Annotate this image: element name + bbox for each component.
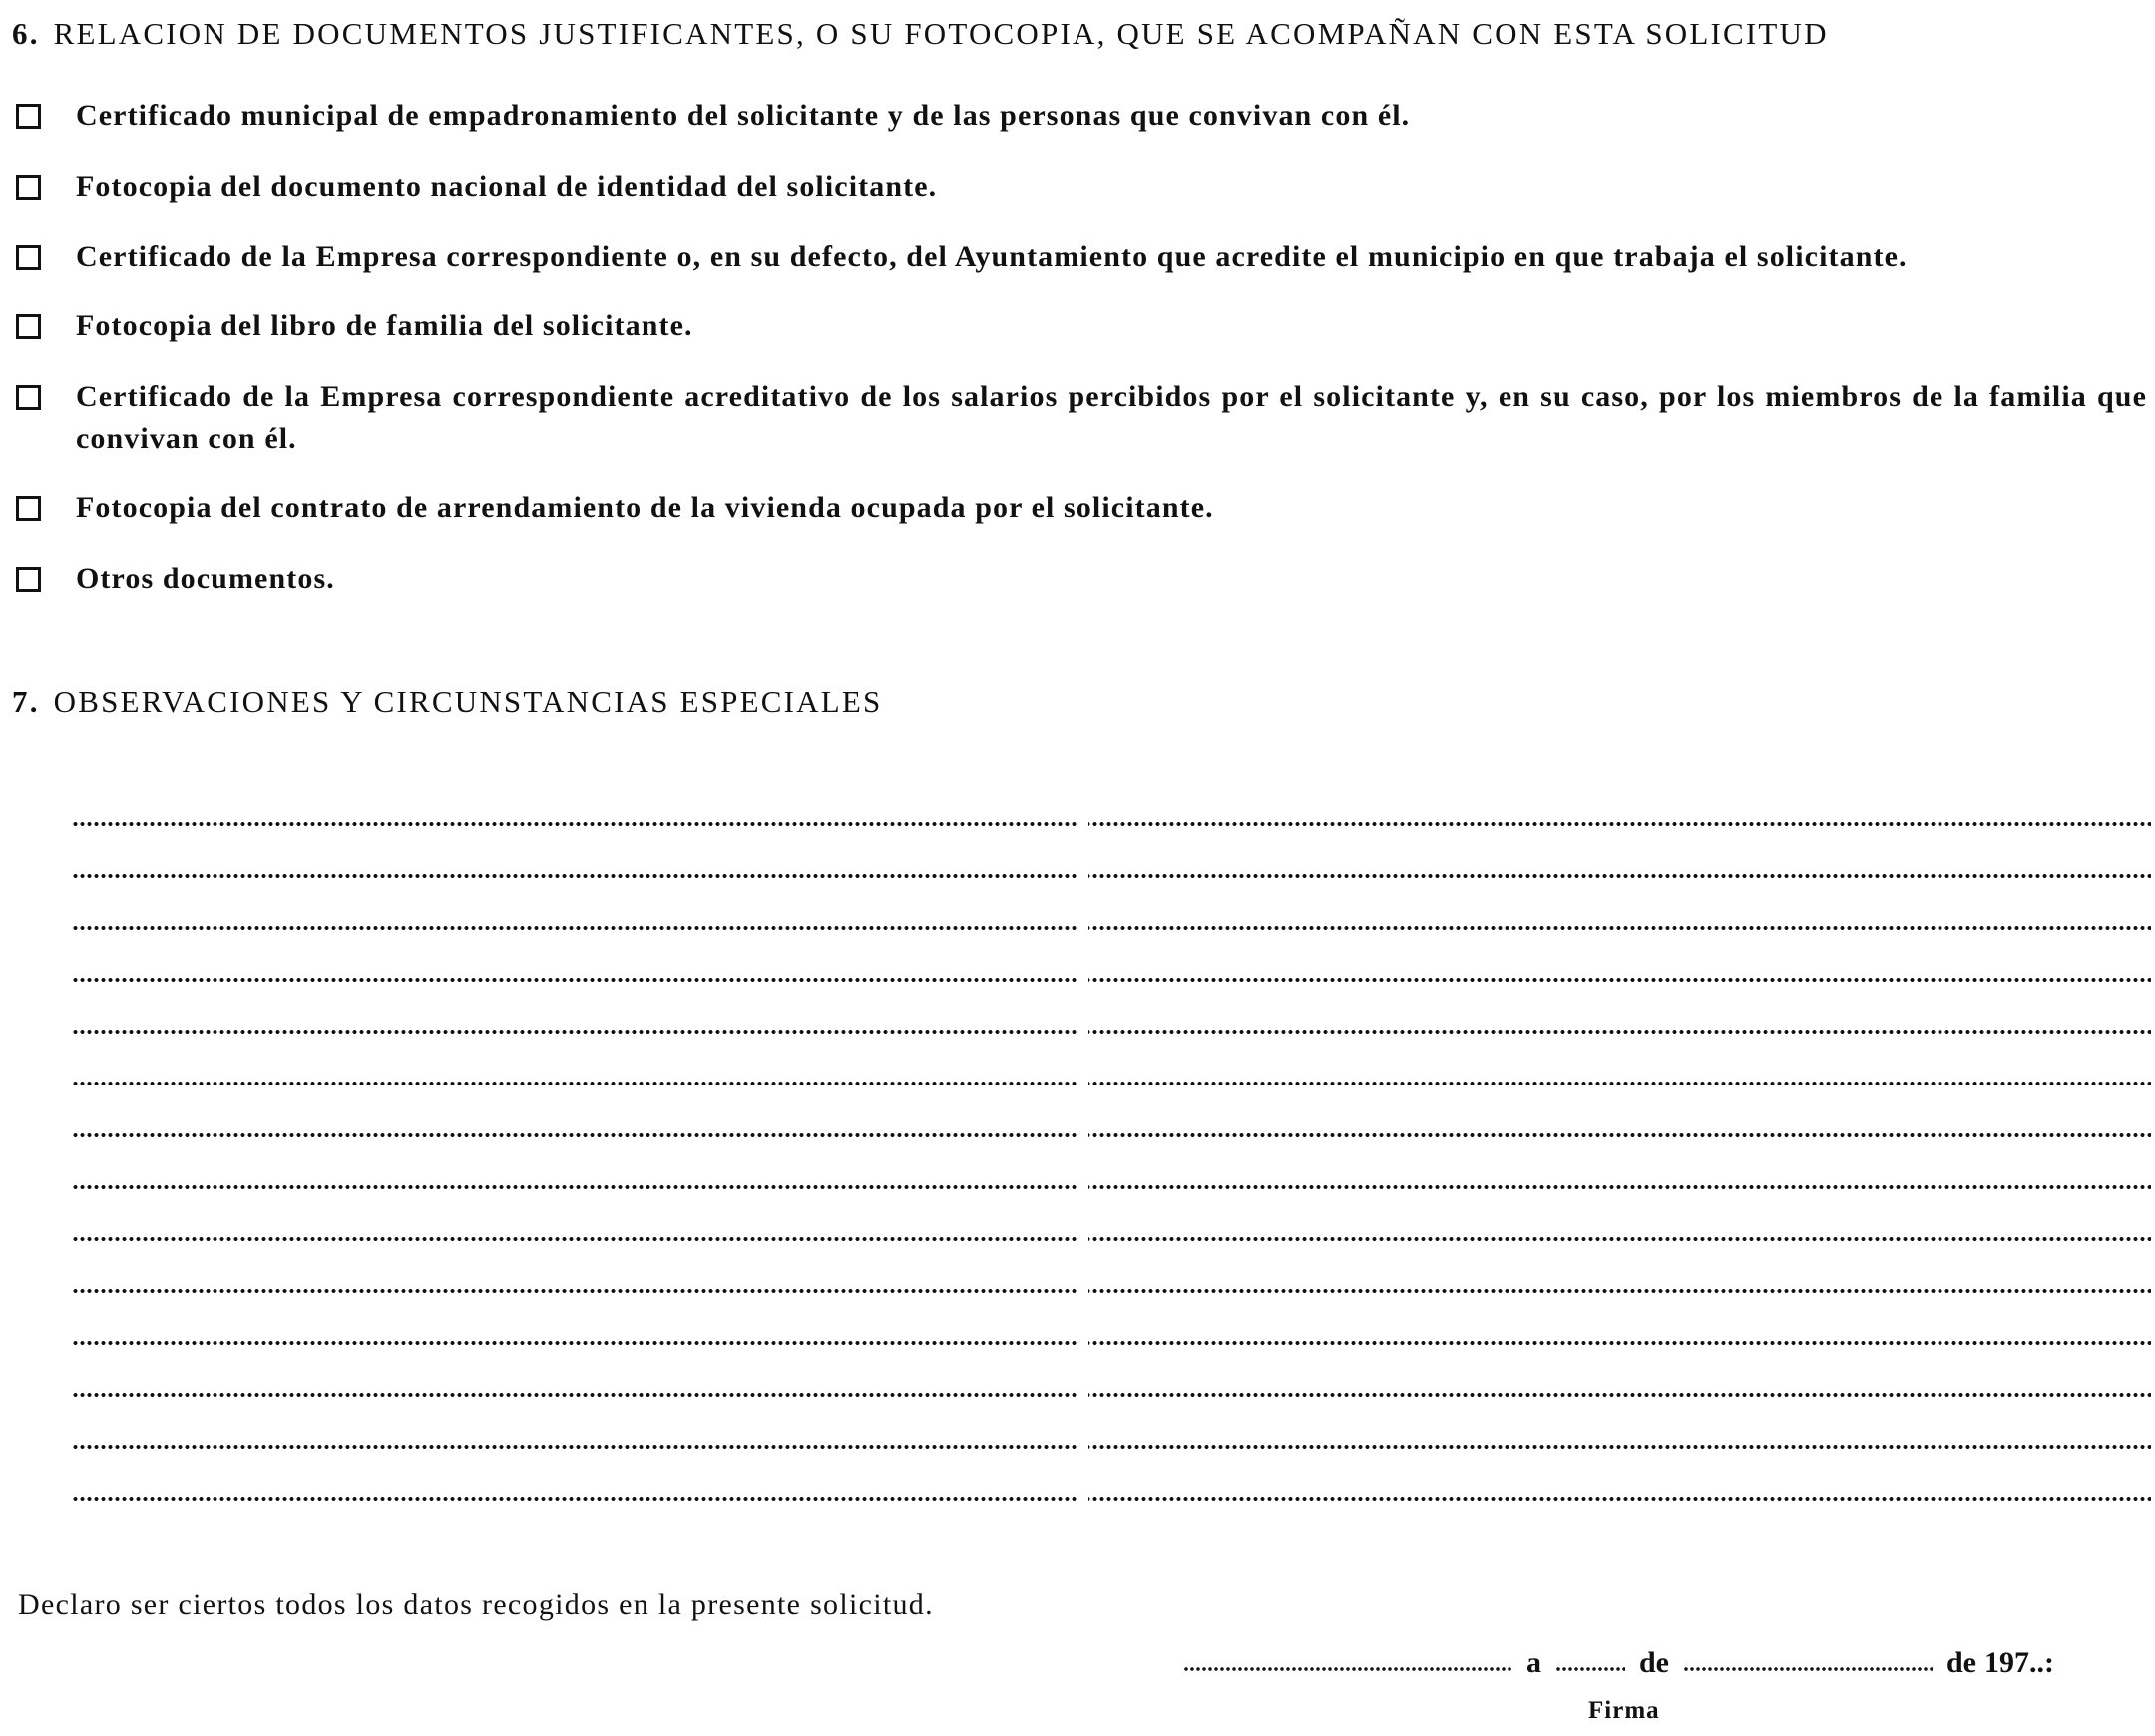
document-label: Fotocopia del documento nacional de identidad del solicitante. bbox=[76, 170, 938, 203]
date-de-word: de bbox=[1639, 1646, 1669, 1679]
declaration-text: Declaro ser ciertos todos los datos recogidos en la presente solicitud. bbox=[18, 1588, 934, 1621]
document-checkbox-family-book[interactable] bbox=[16, 314, 41, 339]
section-6-number: 6. bbox=[12, 16, 40, 51]
section-6-title: RELACION DE DOCUMENTOS JUSTIFICANTES, O SU FOTOCOPIA, QUE SE ACOMPAÑAN CON ESTA SOLICITUD bbox=[53, 16, 1829, 51]
line-gap bbox=[1078, 1026, 1088, 1038]
month-blank[interactable] bbox=[1683, 1666, 1933, 1672]
year-field[interactable]: 197..: bbox=[1984, 1646, 2054, 1679]
observation-line[interactable] bbox=[72, 836, 2151, 888]
day-blank[interactable] bbox=[1555, 1666, 1625, 1672]
observation-line[interactable] bbox=[72, 940, 2151, 992]
line-gap bbox=[1078, 1129, 1088, 1141]
observation-line[interactable] bbox=[72, 1459, 2151, 1511]
line-gap bbox=[1078, 1078, 1088, 1089]
document-checkbox-lease[interactable] bbox=[16, 496, 41, 521]
document-item bbox=[12, 376, 2147, 460]
document-checkbox-dni[interactable] bbox=[16, 175, 41, 200]
document-item bbox=[12, 487, 2147, 529]
document-label: Certificado municipal de empadronamiento del solicitante y de las personas que convivan con él. bbox=[76, 99, 1411, 132]
line-gap bbox=[1078, 1285, 1088, 1297]
line-gap bbox=[1078, 922, 1088, 934]
document-label: Certificado de la Empresa correspondiente o, en su defecto, del Ayuntamiento que acredite el municipio en que trabaja el solicitante. bbox=[76, 240, 1908, 273]
line-gap bbox=[1078, 974, 1088, 986]
document-item bbox=[12, 166, 2147, 208]
line-gap bbox=[1078, 1233, 1088, 1245]
line-gap bbox=[1078, 1389, 1088, 1401]
observations-field[interactable] bbox=[72, 784, 2151, 1511]
place-date-line bbox=[1177, 1646, 2054, 1680]
section-7-heading bbox=[12, 684, 882, 720]
document-item bbox=[12, 95, 2147, 137]
observation-line[interactable] bbox=[72, 1095, 2151, 1147]
observation-line[interactable] bbox=[72, 1199, 2151, 1251]
observation-line[interactable] bbox=[72, 1407, 2151, 1459]
place-blank[interactable] bbox=[1183, 1666, 1512, 1672]
document-checkbox-work-certificate[interactable] bbox=[16, 245, 41, 270]
documents-checklist bbox=[12, 95, 2147, 629]
observation-line[interactable] bbox=[72, 1251, 2151, 1303]
date-de-word: de bbox=[1946, 1646, 1976, 1679]
line-gap bbox=[1078, 1493, 1088, 1505]
document-label: Otros documentos. bbox=[76, 562, 335, 595]
line-gap bbox=[1078, 1181, 1088, 1193]
observation-line[interactable] bbox=[72, 784, 2151, 836]
document-item bbox=[12, 236, 2147, 278]
document-checkbox-salaries[interactable] bbox=[16, 385, 41, 410]
section-7-title: OBSERVACIONES Y CIRCUNSTANCIAS ESPECIALES bbox=[53, 684, 883, 719]
observation-line[interactable] bbox=[72, 1355, 2151, 1407]
document-label: Fotocopia del libro de familia del solicitante. bbox=[76, 309, 693, 342]
document-item bbox=[12, 558, 2147, 600]
observation-line[interactable] bbox=[72, 1147, 2151, 1199]
document-label: Certificado de la Empresa correspondiente acreditativo de los salarios percibidos por el solicitante y, en su caso, por los miembros de la familia que convivan con él. bbox=[76, 380, 2147, 455]
document-checkbox-other[interactable] bbox=[16, 567, 41, 592]
section-7-number: 7. bbox=[12, 684, 40, 719]
line-gap bbox=[1078, 1441, 1088, 1453]
document-label: Fotocopia del contrato de arrendamiento de la vivienda ocupada por el solicitante. bbox=[76, 491, 1214, 524]
observation-line[interactable] bbox=[72, 992, 2151, 1044]
line-gap bbox=[1078, 870, 1088, 882]
observation-line[interactable] bbox=[72, 1303, 2151, 1355]
section-6-heading bbox=[12, 16, 1829, 52]
line-gap bbox=[1078, 1337, 1088, 1349]
document-item bbox=[12, 305, 2147, 347]
date-a-word: a bbox=[1526, 1646, 1541, 1679]
document-checkbox-census[interactable] bbox=[16, 104, 41, 129]
observation-line[interactable] bbox=[72, 1044, 2151, 1095]
line-gap bbox=[1078, 818, 1088, 830]
observation-line[interactable] bbox=[72, 888, 2151, 940]
signature-label: Firma bbox=[1588, 1697, 1660, 1724]
